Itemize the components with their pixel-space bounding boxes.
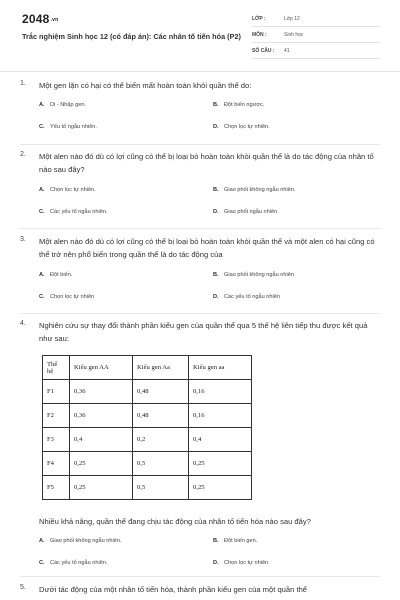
option-d[interactable]: D. Chọn lọc tự nhiên. xyxy=(213,124,270,130)
table-cell: 0,5 xyxy=(133,452,189,476)
table-row xyxy=(43,452,252,476)
meta-grade-label: LỚP : xyxy=(252,16,266,22)
table-row xyxy=(43,428,252,452)
divider xyxy=(20,228,380,229)
table-cell: 0,36 xyxy=(70,380,133,404)
option-d[interactable]: D. Các yếu tố ngẫu nhiên xyxy=(213,294,280,300)
question-5 xyxy=(20,584,384,600)
table-cell: F2 xyxy=(43,404,70,428)
site-logo[interactable]: 2048.vn xyxy=(22,12,59,26)
meta-count xyxy=(252,45,380,59)
option-c[interactable]: C. Chọn lọc tự nhiên xyxy=(39,294,95,300)
option-c[interactable]: C. Các yếu tố ngẫu nhiên. xyxy=(39,560,108,566)
question-4 xyxy=(20,320,384,356)
table-cell: 0,16 xyxy=(189,404,252,428)
question-followup-text: Nhiều khả năng, quần thể đang chịu tác động của nhân tố tiến hóa nào sau đây? xyxy=(39,517,311,526)
question-number: 3. xyxy=(20,236,26,243)
page-header xyxy=(0,0,400,72)
table-cell: 0,4 xyxy=(189,428,252,452)
meta-count-label: SỐ CÂU : xyxy=(252,48,275,54)
table-cell: 0,25 xyxy=(189,476,252,500)
option-a[interactable]: A. Đột biến. xyxy=(39,272,73,278)
table-cell: 0,25 xyxy=(70,476,133,500)
question-text: Một alen nào đó dù có lợi cũng có thể bị loại bỏ hoàn toàn khỏi quần thể là do tác động của nhân tố nào sau đây? xyxy=(39,152,374,174)
question-4-followup xyxy=(20,516,384,572)
question-number: 2. xyxy=(20,151,26,158)
table-header: Kiểu gen AA xyxy=(70,356,133,380)
option-a[interactable]: A. Di - Nhập gen. xyxy=(39,102,87,108)
question-text: Một gen lặn có hại có thể biến mất hoàn toàn khỏi quần thể do: xyxy=(39,81,252,90)
option-a[interactable]: A. Chọn lọc tự nhiên. xyxy=(39,187,96,193)
question-text: Một alen nào đó dù có lợi cũng có thể bị loại bỏ hoàn toàn khỏi quần thể và một alen có hại cũng có thể trở nên phổ biến trong quần thể là do tác động của xyxy=(39,237,375,259)
table-cell: 0,5 xyxy=(133,476,189,500)
option-c[interactable]: C. Các yếu tố ngẫu nhiên. xyxy=(39,209,108,215)
table-cell: F3 xyxy=(43,428,70,452)
table-header: Kiểu gen Aa xyxy=(133,356,189,380)
table-row xyxy=(43,404,252,428)
question-number: 5. xyxy=(20,584,26,591)
table-cell: F1 xyxy=(43,380,70,404)
table-cell: 0,25 xyxy=(189,452,252,476)
meta-grade-value: Lớp 12 xyxy=(284,16,300,22)
table-cell: 0,2 xyxy=(133,428,189,452)
table-cell: 0,36 xyxy=(70,404,133,428)
meta-grade xyxy=(252,13,380,27)
option-b[interactable]: B. Giao phối không ngẫu nhiên xyxy=(213,272,294,278)
table-header: Thế hệ xyxy=(43,356,70,380)
divider xyxy=(20,313,380,314)
question-number: 4. xyxy=(20,320,26,327)
table-cell: 0,25 xyxy=(70,452,133,476)
option-d[interactable]: D. Chọn lọc tự nhiên. xyxy=(213,560,270,566)
question-number: 1. xyxy=(20,80,26,87)
option-a[interactable]: A. Giao phối không ngẫu nhiên. xyxy=(39,538,122,544)
table-cell: 0,16 xyxy=(189,380,252,404)
table-row xyxy=(43,476,252,500)
meta-subject xyxy=(252,29,380,43)
option-b[interactable]: B. Đột biến ngược. xyxy=(213,102,265,108)
option-b[interactable]: B. Giao phối không ngẫu nhiên. xyxy=(213,187,296,193)
quiz-title: Trắc nghiệm Sinh học 12 (có đáp án): Các nhân tố tiến hóa (P2) xyxy=(22,32,241,41)
option-c[interactable]: C. Yếu tố ngẫu nhiên. xyxy=(39,124,97,130)
question-text: Dưới tác động của một nhân tố tiến hóa, thành phần kiểu gen của một quần thể xyxy=(39,585,308,594)
divider xyxy=(20,144,380,145)
table-cell: 0,4 xyxy=(70,428,133,452)
meta-count-value: 41 xyxy=(284,48,290,54)
genotype-table xyxy=(42,355,252,500)
table-cell: F5 xyxy=(43,476,70,500)
question-3 xyxy=(20,236,384,308)
meta-subject-label: MÔN : xyxy=(252,32,267,38)
table-cell: 0,48 xyxy=(133,404,189,428)
table-header: Kiểu gen aa xyxy=(189,356,252,380)
divider xyxy=(20,576,380,577)
table-row xyxy=(43,380,252,404)
meta-subject-value: Sinh học xyxy=(284,32,304,38)
table-cell: 0,48 xyxy=(133,380,189,404)
table-cell: F4 xyxy=(43,452,70,476)
question-1 xyxy=(20,80,384,140)
question-2 xyxy=(20,151,384,223)
table-header-row xyxy=(43,356,252,380)
option-b[interactable]: B. Đột biến gen. xyxy=(213,538,258,544)
question-text: Nghiên cứu sự thay đổi thành phần kiểu gen của quần thể qua 5 thế hệ liên tiếp thu được kết quả như sau: xyxy=(39,321,368,343)
option-d[interactable]: D. Giao phối ngẫu nhiên. xyxy=(213,209,279,215)
